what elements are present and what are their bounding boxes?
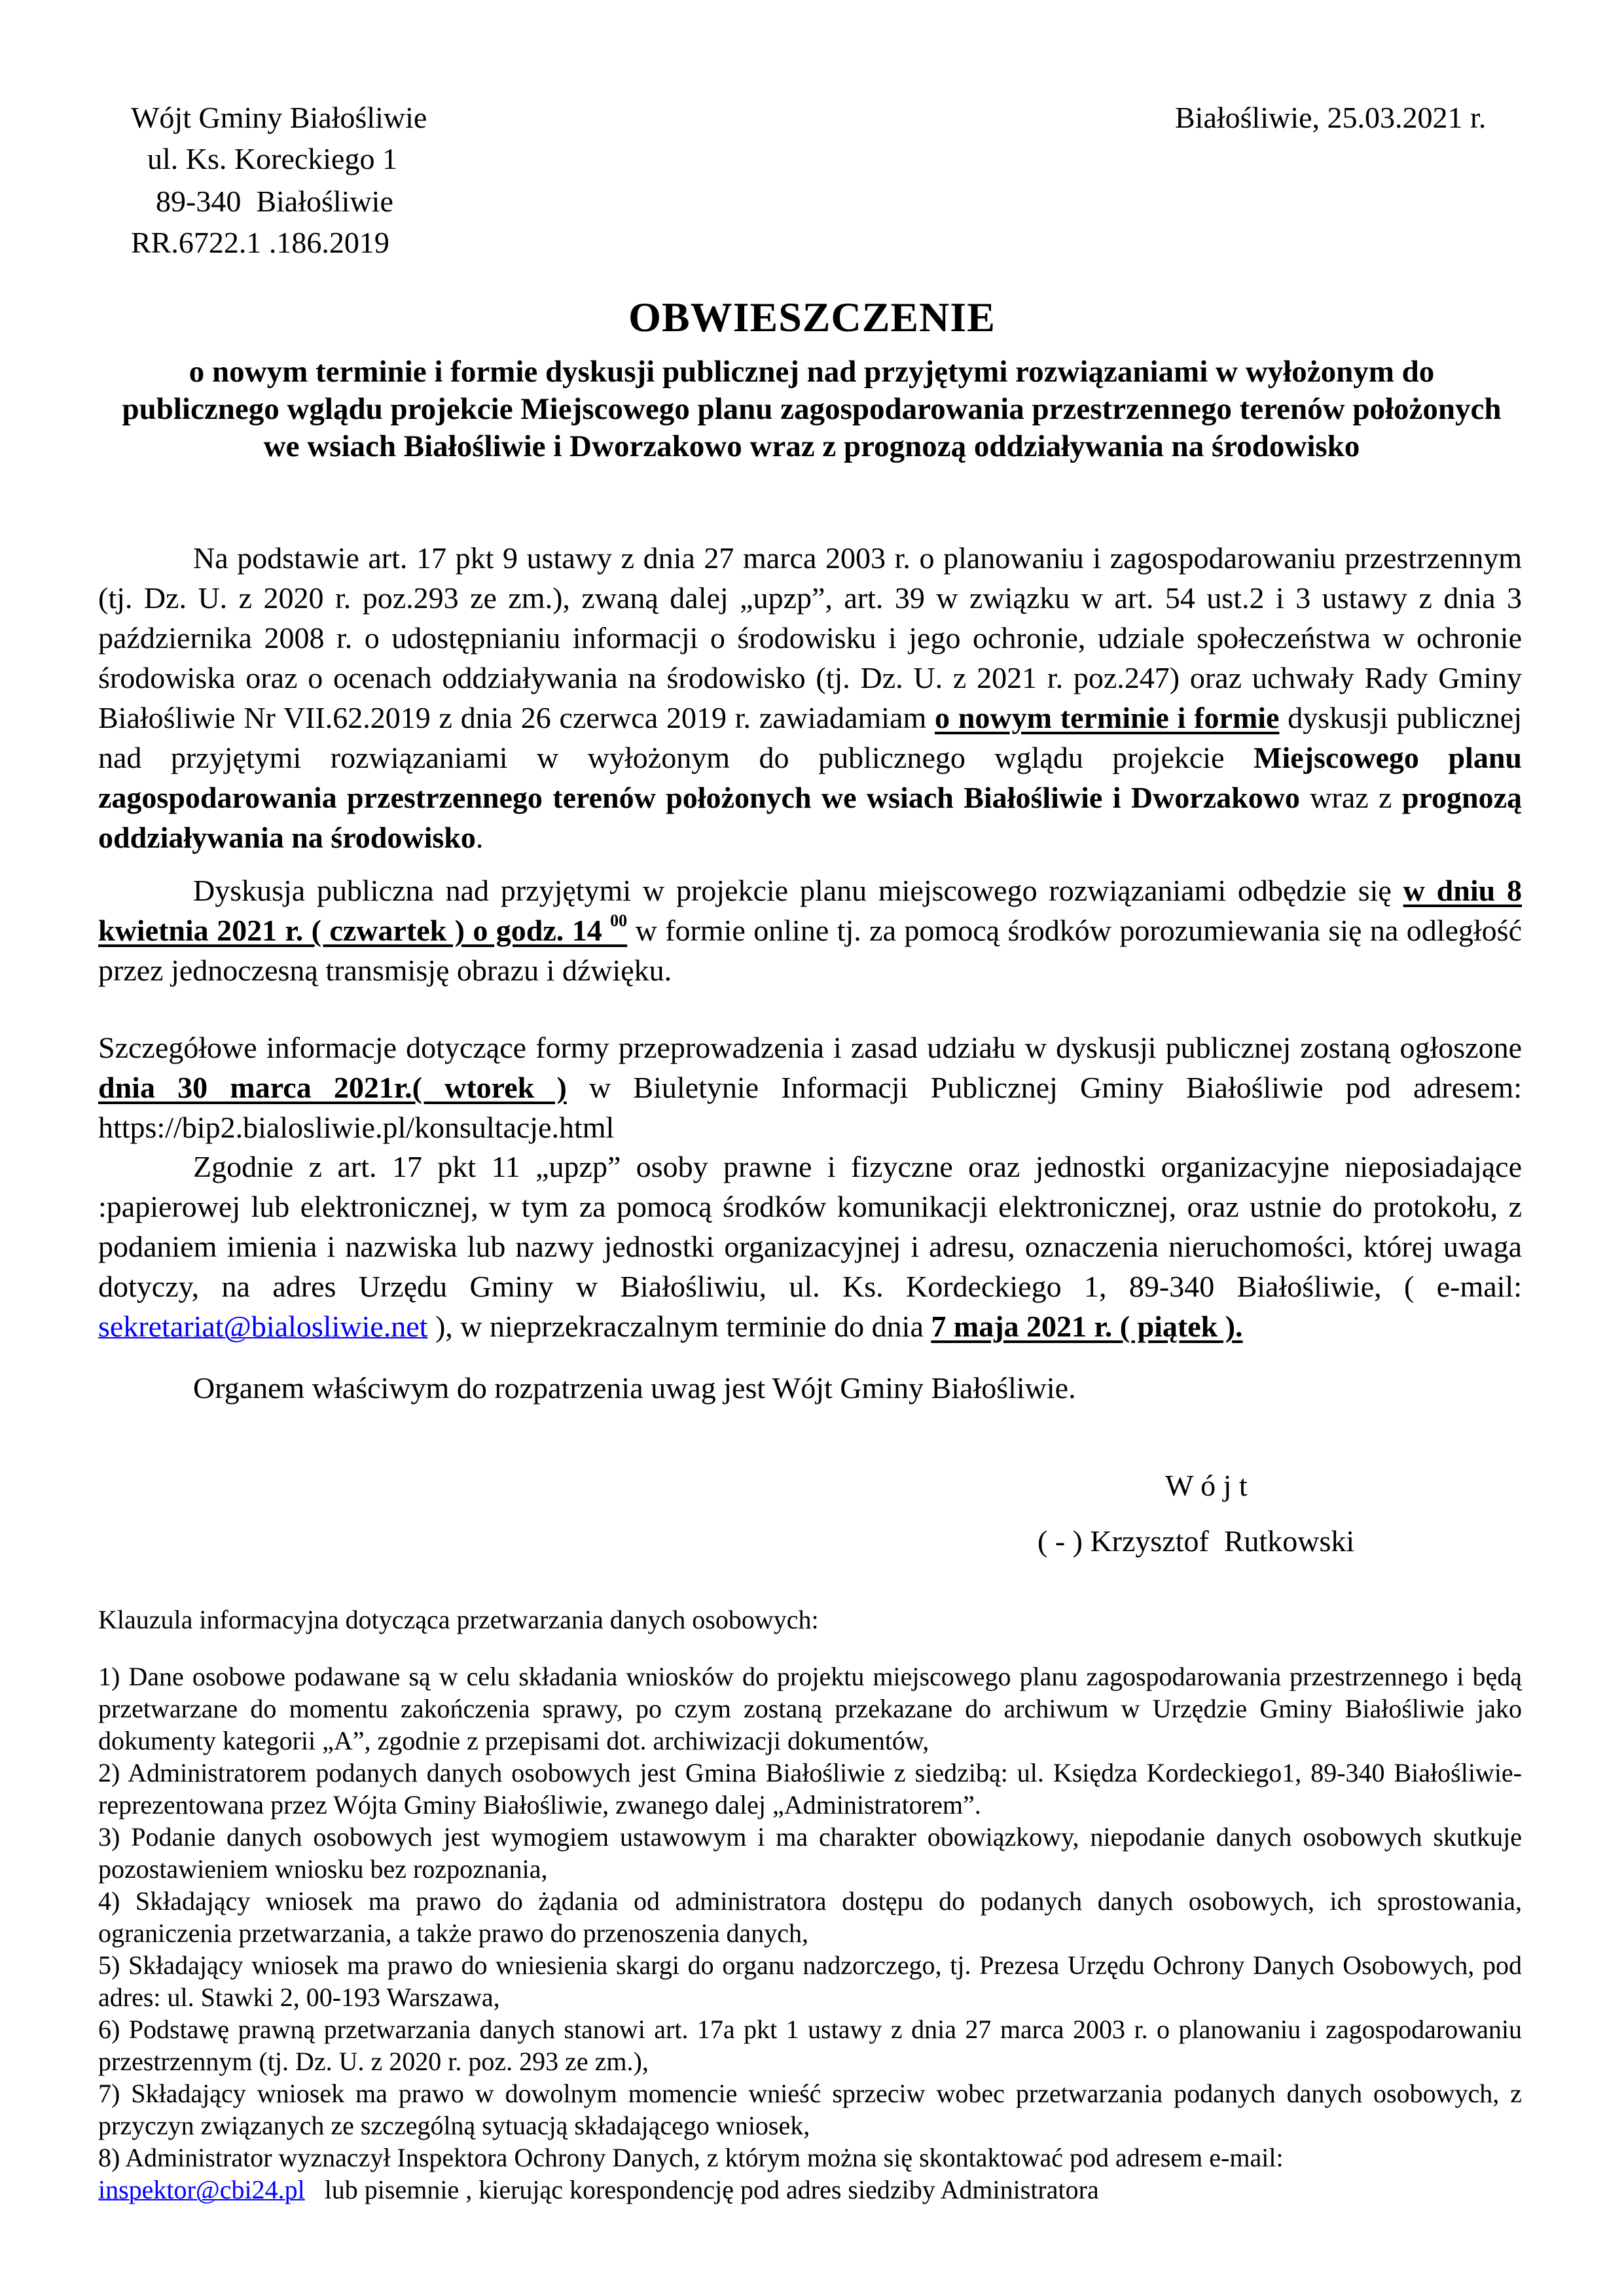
clause-item: 4) Składający wniosek ma prawo do żądania od administratora dostępu do podanych danych osobowych, ich sprostowania, ograniczenia przetwarzania, a także prawo do przenoszenia danych, <box>98 1886 1522 1948</box>
clause-item-8 <box>98 2142 1522 2206</box>
p2-datetime-text: w dniu 8 kwietnia 2021 r. ( czwartek ) o godz. 14 <box>98 874 1523 947</box>
p3-announcement-date: dnia 30 marca 2021r.( wtorek ) <box>98 1071 567 1104</box>
sender-postal: 89-340 Białośliwie <box>156 185 393 218</box>
signature-name: ( - ) Krzysztof Rutkowski <box>1038 1524 1355 1558</box>
p4-text-1: Zgodnie z art. 17 pkt 11 „upzp” osoby prawne i fizyczne oraz jednostki organizacyjne nieposiadające :papierowej lub elektronicznej, w tym za pomocą środków komunikacji elektronicznej, oraz ustnie do protokołu, z podaniem imienia i nazwiska lub nazwy jednostki organizacyjnej i adresu, oznaczenia nieruchomości, której uwaga dotyczy, na adres Urzędu Gminy w Białośliwiu, ul. Ks. Kordeckiego 1, 89-340 Białośliwie, ( e-mail: <box>98 1150 1522 1303</box>
sender-name: Wójt Gminy Białośliwie <box>131 101 427 134</box>
clause-item-8-text: 8) Administrator wyznaczył Inspektora Ochrony Danych, z którym można się skontaktować pod adresem e-mail: <box>98 2143 1284 2172</box>
p1-forecast: prognozą oddziaływania na środowisko <box>98 781 1522 854</box>
p2-minutes-sup: 00 <box>610 910 628 930</box>
document-title: OBWIESZCZENIE <box>628 294 996 340</box>
secretariat-email-link[interactable]: sekretariat@bialosliwie.net <box>98 1310 428 1343</box>
clause-item: 2) Administratorem podanych danych osobowych jest Gmina Białośliwie z siedzibą: ul. Księdza Kordeckiego1, 89-340 Białośliwie- reprezentowana przez Wójta Gminy Białośliwie, zwanego dalej „Administratorem”. <box>98 1758 1522 1820</box>
p4-text-2: ), w nieprzekraczalnym terminie do dnia <box>427 1310 931 1343</box>
p1-text-2: dyskusji publicznej nad przyjętymi rozwiązaniami w wyłożonym do publicznego wglądu projekcie <box>98 701 1522 774</box>
p3-text-2: w Biuletynie Informacji Publicznej Gminy Białośliwie pod adresem: https://bip2.bialosliwie.pl/konsultacje.html <box>98 1071 1522 1144</box>
document-subtitle: o nowym terminie i formie dyskusji publicznej nad przyjętymi rozwiązaniami w wyłożonym do publicznego wglądu projekcie Miejscowego planu zagospodarowania przestrzennego terenów położonych we wsiach Białośliwie i Dworzakowo wraz z prognozą oddziaływania na środowisko <box>122 355 1502 463</box>
p1-text-3: wraz z <box>1299 781 1402 814</box>
paragraph-details-announcement <box>98 1028 1522 1147</box>
p3-text-1: Szczegółowe informacje dotyczące formy przeprowadzenia i zasad udziału w dyskusji publicznej zostaną ogłoszone <box>98 1031 1522 1064</box>
paragraph-competent-authority: Organem właściwym do rozpatrzenia uwag jest Wójt Gminy Białośliwie. <box>193 1371 1076 1405</box>
clause-item: 6) Podstawę prawną przetwarzania danych stanowi art. 17a pkt 1 ustawy z dnia 27 marca 2003 r. o planowaniu i zagospodarowaniu przestrzennym (tj. Dz. U. z 2020 r. poz. 293 ze zm.), <box>98 2015 1522 2076</box>
clause-item: 7) Składający wniosek ma prawo w dowolnym momencie wnieść sprzeciw wobec przetwarzania podanych danych osobowych, z przyczyn związanych ze szczególną sytuacją składającego wniosek, <box>98 2079 1522 2140</box>
gdpr-clause-list <box>98 1660 1522 2206</box>
p1-emphasis-new-date-form: o nowym terminie i formie <box>935 701 1280 734</box>
p1-text-4: . <box>475 821 484 854</box>
p2-text-2: w formie online tj. za pomocą środków porozumiewania się na odległość przez jednoczesną transmisję obrazu i dźwięku. <box>98 914 1522 987</box>
reference-number: RR.6722.1 .186.2019 <box>131 226 389 259</box>
p1-text-1: Na podstawie art. 17 pkt 9 ustawy z dnia 27 marca 2003 r. o planowaniu i zagospodarowaniu przestrzennym (tj. Dz. U. z 2020 r. poz.293 ze zm.), zwaną dalej „upzp”, art. 39 w związku w art. 54 ust.2 i 3 ustawy z dnia 3 października 2008 r. o udostępnianiu informacji o środowisku i jego ochronie, udziale społeczeństwa w ochronie środowiska oraz o ocenach oddziaływania na środowisko (tj. Dz. U. z 2021 r. poz.247) oraz uchwały Rady Gminy Białośliwie Nr VII.62.2019 z dnia 26 czerwca 2019 r. zawiadamiam <box>98 541 1522 734</box>
p4-deadline: 7 maja 2021 r. ( piątek ). <box>931 1310 1243 1343</box>
gdpr-clause-heading: Klauzula informacyjna dotycząca przetwarzania danych osobowych: <box>98 1605 819 1634</box>
clause-item: 3) Podanie danych osobowych jest wymogiem ustawowym i ma charakter obowiązkowy, niepodanie danych osobowych skutkuje pozostawieniem wniosku bez rozpoznania, <box>98 1822 1522 1884</box>
place-date: Białośliwie, 25.03.2021 r. <box>1175 101 1487 134</box>
paragraph-discussion-date <box>98 870 1522 990</box>
paragraph-legal-basis <box>98 538 1522 857</box>
sender-street: ul. Ks. Koreckiego 1 <box>147 142 397 175</box>
clause-item: 1) Dane osobowe podawane są w celu składania wniosków do projektu miejscowego planu zagospodarowania przestrzennego i będą przetwarzane do momentu zakończenia sprawy, po czym zostaną przekazane do archiwum w Urzędzie Gminy Białośliwie jako dokumenty kategorii „A”, zgodnie z przepisami dot. archiwizacji dokumentów, <box>98 1662 1522 1755</box>
p2-text-1: Dyskusja publiczna nad przyjętymi w projekcie planu miejscowego rozwiązaniami odbędzie się <box>193 874 1403 907</box>
paragraph-comments-submission <box>98 1147 1522 1346</box>
clause-item: 5) Składający wniosek ma prawo do wniesienia skargi do organu nadzorczego, tj. Prezesa Urzędu Ochrony Danych Osobowych, pod adres: ul. Stawki 2, 00-193 Warszawa, <box>98 1950 1522 2012</box>
signature-role: W ó j t <box>1165 1469 1248 1502</box>
clause-item-8-tail: lub pisemnie , kierując korespondencję pod adres siedziby Administratora <box>304 2175 1099 2204</box>
inspector-email-link[interactable]: inspektor@cbi24.pl <box>98 2175 305 2204</box>
p1-plan-name: Miejscowego planu zagospodarowania przestrzennego terenów położonych we wsiach Białośliwie i Dworzakowo <box>98 741 1522 814</box>
